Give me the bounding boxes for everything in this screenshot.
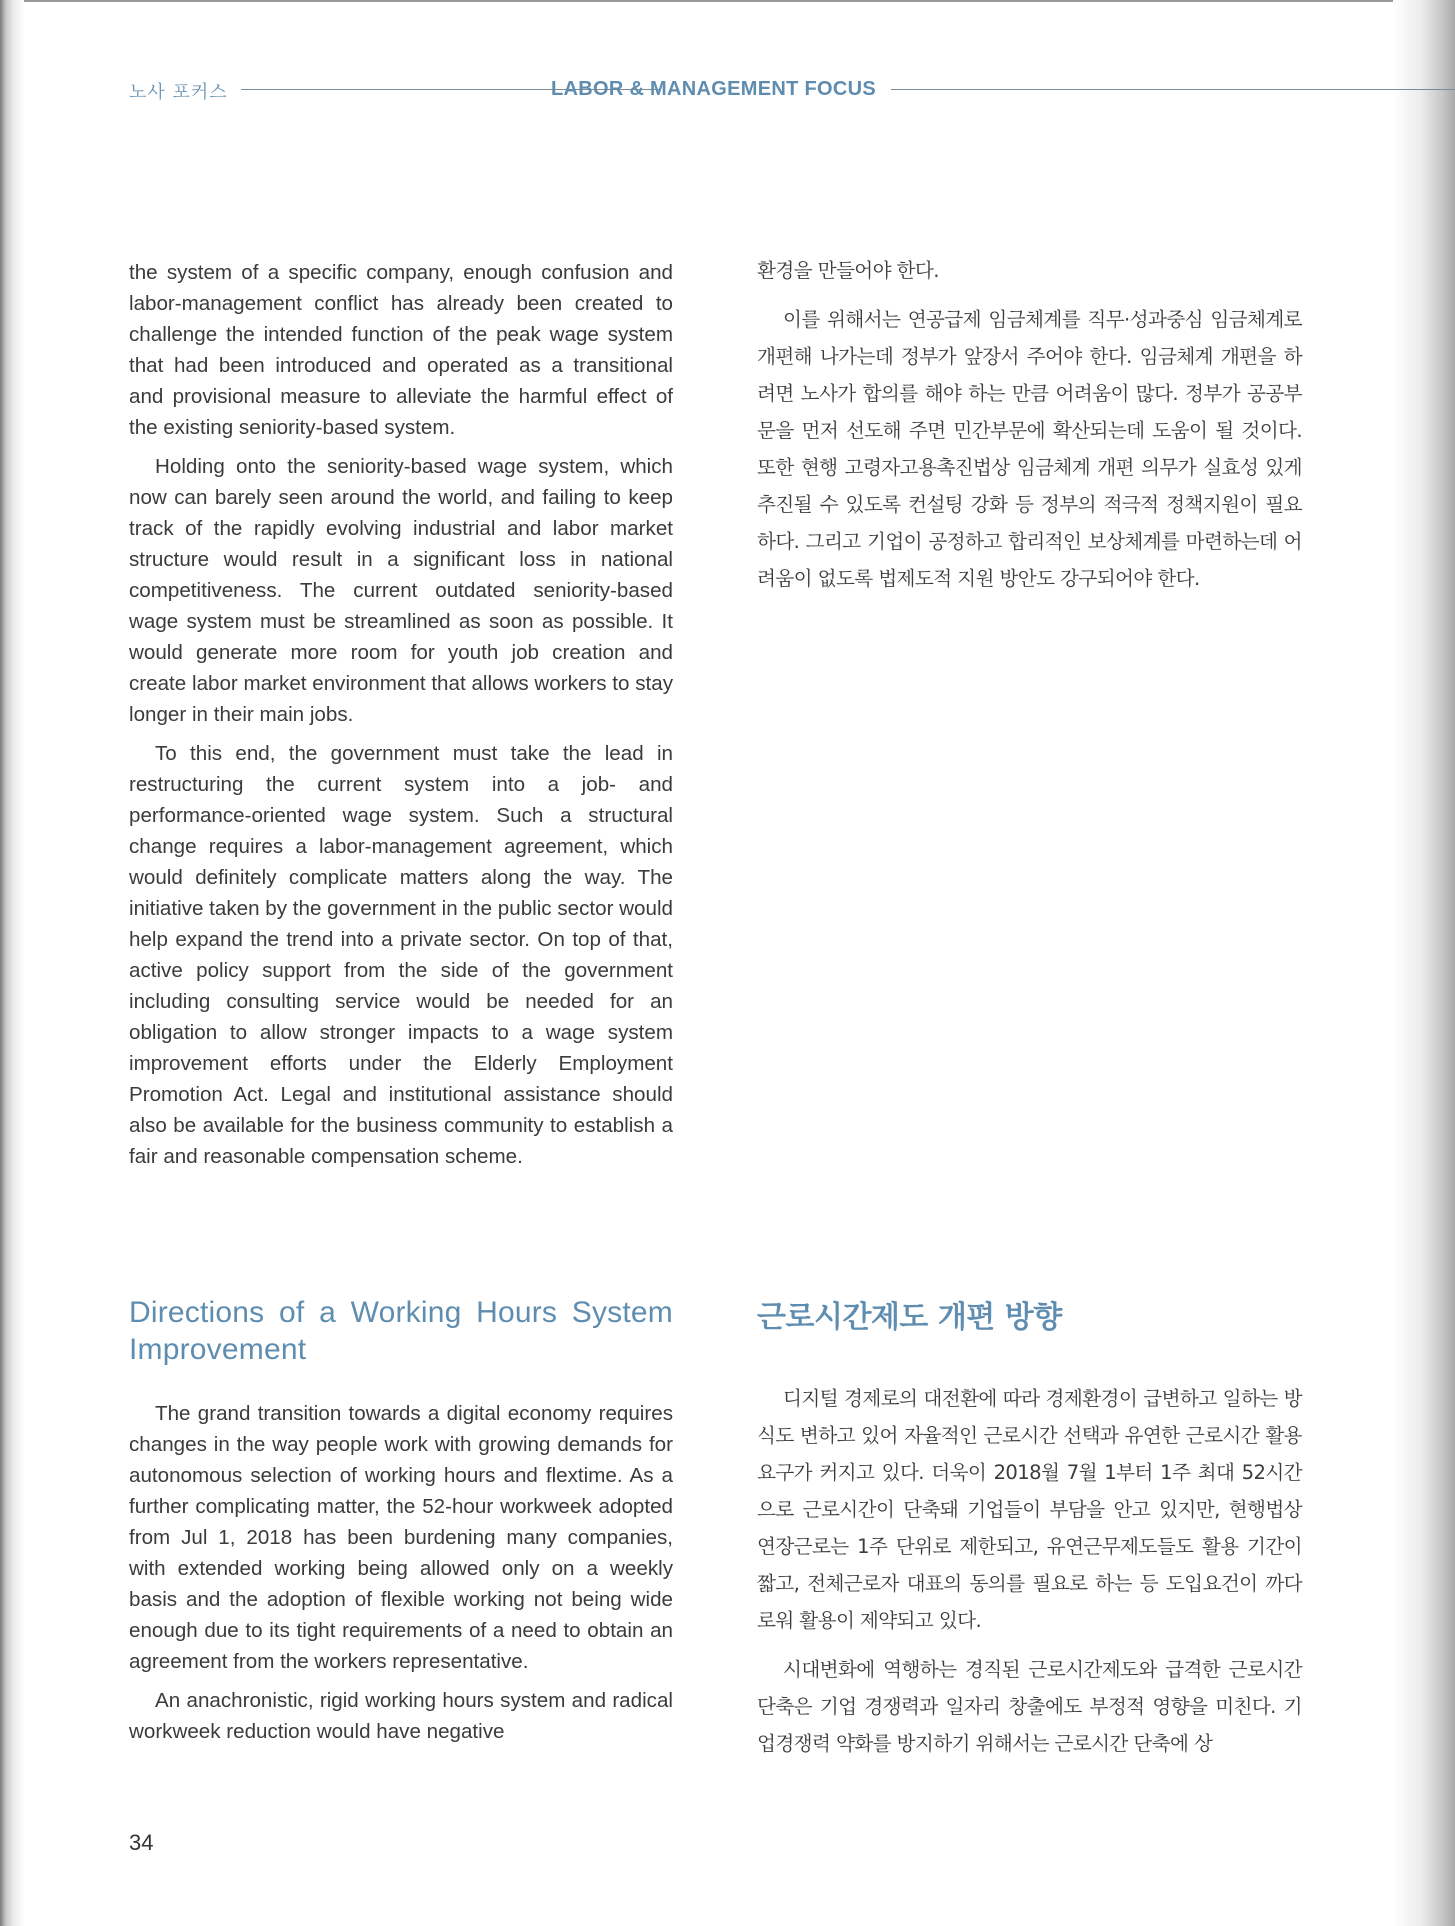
korean-paragraph: 디지털 경제로의 대전환에 따라 경제환경이 급변하고 일하는 방식도 변하고 있어 자율적인 근로시간 선택과 유연한 근로시간 활용 요구가 커지고 있다. 더욱이 2018월 7월 1부터 1주 최대 52시간으로 근로시간이 단축돼 기업들이 부담을 안고 있지만, 현행법상 연장근로는 1주 단위로 제한되고, 유연근무제도들도 활용 기간이 짧고, 전체근로자 대표의 동의를 필요로 하는 등 도입요건이 까다로워 활용이 제약되고 있다. bbox=[757, 1387, 1302, 1632]
page-number: 34 bbox=[129, 1830, 154, 1855]
running-head-english: LABOR & MANAGEMENT FOCUS bbox=[551, 78, 876, 100]
running-head bbox=[129, 78, 1455, 103]
korean-paragraph: 환경을 만들어야 한다. bbox=[757, 259, 939, 282]
page-top-border bbox=[0, 0, 1455, 2]
korean-column-bottom bbox=[757, 1380, 1302, 1774]
english-paragraph: To this end, the government must take the lead in restructuring the current system into a job- and performance-oriented wage system. Such a structural change requires a labor-management agreement, which would definitely complicate matters along the way. The initiative taken by the government in the public sector would help expand the trend into a private sector. On top of that, active policy support from the side of the government including consulting service would be needed for an obligation to allow stronger impacts to a wage system improvement efforts under the Elderly Employment Promotion Act. Legal and institutional assistance should also be available for the business community to establish a fair and reasonable compensation scheme. bbox=[129, 742, 673, 1168]
korean-column-top bbox=[757, 252, 1302, 609]
english-paragraph: the system of a specific company, enough confusion and labor-management conflict has already been created to challenge the intended function of the peak wage system that had been introduced and operated as a transitional and provisional measure to alleviate the harmful effect of the existing seniority-based system. bbox=[129, 261, 673, 439]
running-head-rule-right bbox=[891, 89, 1455, 90]
english-paragraph: The grand transition towards a digital economy requires changes in the way people work with growing demands for autonomous selection of working hours and flextime. As a further complicating matter, the 52-hour workweek adopted from Jul 1, 2018 has been burdening many companies, with extended working being allowed only on a weekly basis and the adoption of flexible working not being wide enough due to its tight requirements of a need to obtain an agreement from the workers representative. bbox=[129, 1402, 673, 1673]
english-column-bottom bbox=[129, 1398, 673, 1755]
english-paragraph: Holding onto the seniority-based wage system, which now can barely seen around the world, and failing to keep track of the rapidly evolving industrial and labor market structure would result in a significant loss in national competitiveness. The current outdated seniority-based wage system must be streamlined as soon as possible. It would generate more room for youth job creation and create labor market environment that allows workers to stay longer in their main jobs. bbox=[129, 455, 673, 726]
binding-shadow bbox=[0, 0, 24, 1926]
english-paragraph: An anachronistic, rigid working hours system and radical workweek reduction would have negative bbox=[129, 1689, 673, 1743]
page-edge-shadow bbox=[1393, 0, 1455, 1926]
korean-paragraph: 시대변화에 역행하는 경직된 근로시간제도와 급격한 근로시간 단축은 기업 경쟁력과 일자리 창출에도 부정적 영향을 미친다. 기업경쟁력 약화를 방지하기 위해서는 근로시간 단축에 상 bbox=[757, 1658, 1302, 1755]
korean-paragraph: 이를 위해서는 연공급제 임금체계를 직무·성과중심 임금체계로 개편해 나가는데 정부가 앞장서 주어야 한다. 임금체계 개편을 하려면 노사가 합의를 해야 하는 만큼 어려움이 많다. 정부가 공공부문을 먼저 선도해 주면 민간부문에 확산되는데 도움이 될 것이다. 또한 현행 고령자고용촉진법상 임금체계 개편 의무가 실효성 있게 추진될 수 있도록 컨설팅 강화 등 정부의 적극적 정책지원이 필요하다. 그리고 기업이 공정하고 합리적인 보상체계를 마련하는데 어려움이 없도록 법제도적 지원 방안도 강구되어야 한다. bbox=[757, 308, 1302, 590]
english-column-top bbox=[129, 257, 673, 1180]
section-heading-english: Directions of a Working Hours System Improvement bbox=[129, 1296, 673, 1366]
section-heading-korean: 근로시간제도 개편 방향 bbox=[757, 1300, 1062, 1335]
running-head-korean: 노사 포커스 bbox=[129, 82, 228, 103]
